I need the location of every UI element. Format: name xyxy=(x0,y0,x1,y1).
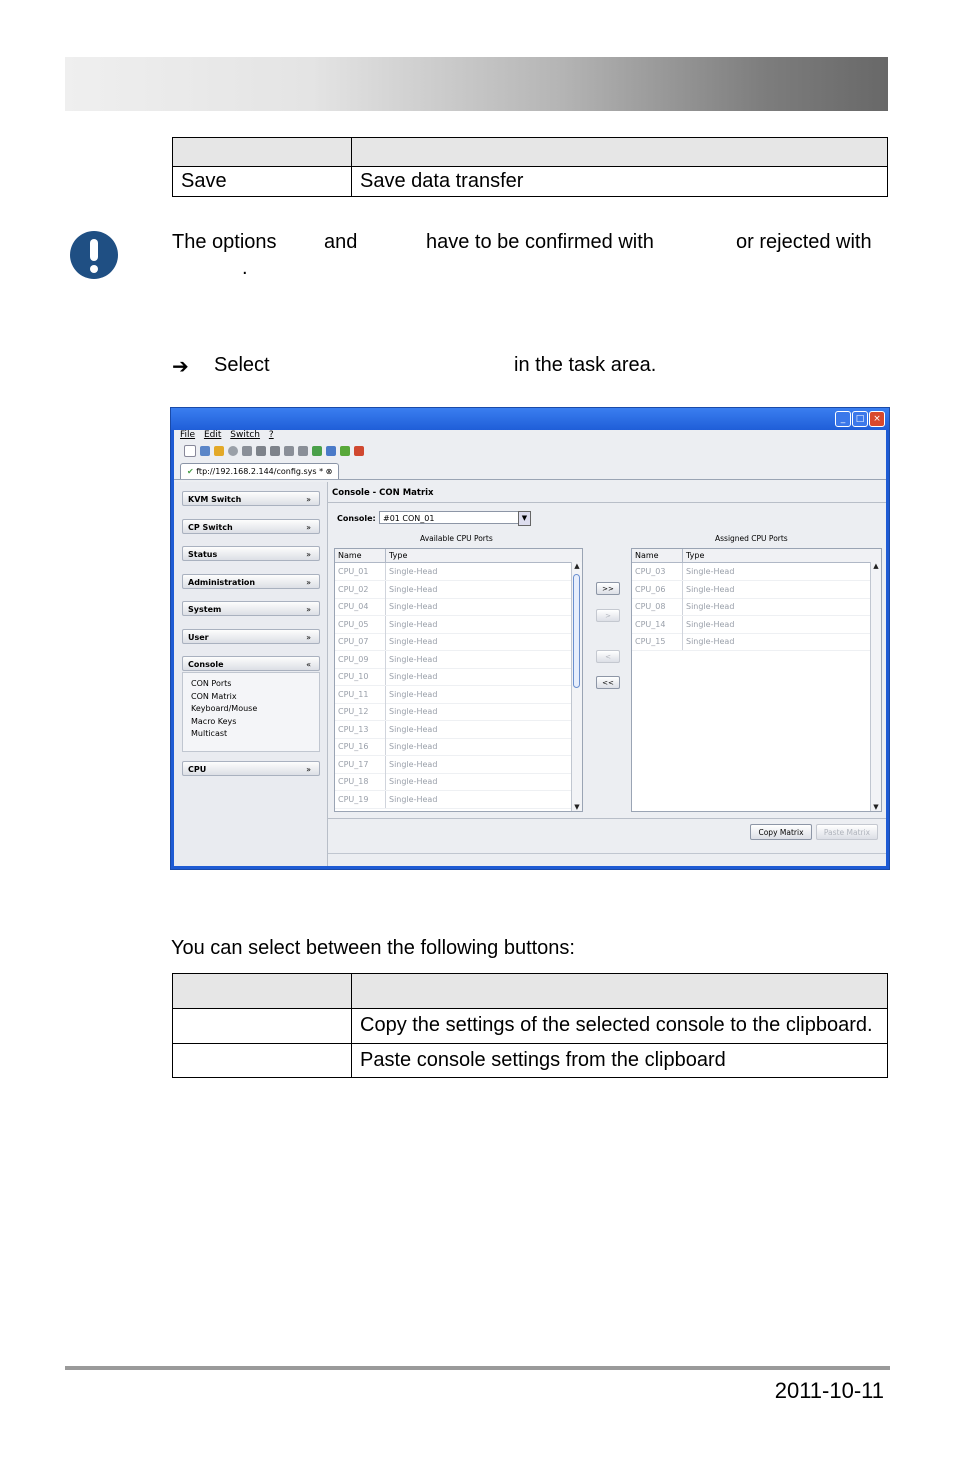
port-name: CPU_02 xyxy=(338,584,369,594)
menu-help[interactable]: ? xyxy=(268,430,274,440)
note-text: The options xyxy=(172,231,277,253)
list-item[interactable] xyxy=(335,703,571,721)
port-name: CPU_11 xyxy=(338,689,369,699)
port-name: CPU_04 xyxy=(338,602,369,611)
port-type: Single-Head xyxy=(682,598,734,615)
menu-file[interactable]: File xyxy=(180,430,196,440)
assigned-ports-list[interactable] xyxy=(631,548,882,812)
chevron-down-icon[interactable]: ▼ xyxy=(518,511,531,526)
scroll-up-icon[interactable]: ▲ xyxy=(873,562,879,570)
port-type: Single-Head xyxy=(385,598,437,615)
list-item[interactable] xyxy=(632,616,870,634)
submenu-item-multicast[interactable]: Multicast xyxy=(191,729,228,738)
description-cell: Copy the settings of the selected console to the clipboard. xyxy=(352,1009,888,1044)
console-submenu xyxy=(182,672,320,752)
submenu-item-con-matrix[interactable]: CON Matrix xyxy=(191,691,237,701)
table-row xyxy=(173,167,888,197)
console-label: Console: xyxy=(337,514,376,523)
footer-divider xyxy=(65,1366,890,1370)
table-header-cell xyxy=(352,138,888,167)
list-item[interactable] xyxy=(335,738,571,756)
sidebar-item-cp-switch[interactable]: CP Switch » xyxy=(182,519,320,534)
list-item[interactable] xyxy=(335,563,571,581)
port-name: CPU_14 xyxy=(635,619,666,629)
port-name: CPU_18 xyxy=(338,777,369,786)
port-name: CPU_10 xyxy=(338,672,369,681)
toolbar xyxy=(174,443,886,459)
open-folder-icon[interactable] xyxy=(214,446,224,456)
instruction-text: in the task area. xyxy=(514,354,657,376)
exclamation-icon xyxy=(70,231,118,279)
list-item[interactable] xyxy=(335,721,571,739)
table-header-cell xyxy=(173,974,352,1009)
note-text: and xyxy=(324,231,358,253)
menu-bar xyxy=(174,430,886,442)
port-type: Single-Head xyxy=(385,721,437,738)
description-cell: Save data transfer xyxy=(352,167,888,197)
add-selected-button[interactable]: > xyxy=(596,609,620,622)
list-item[interactable] xyxy=(335,616,571,634)
add-all-button[interactable]: >> xyxy=(596,582,620,595)
console-select[interactable]: #01 CON_01 ▼ xyxy=(379,511,531,524)
submenu-item-con-ports[interactable]: CON Ports xyxy=(191,679,232,688)
remove-selected-button[interactable]: < xyxy=(596,650,620,663)
instruction-text: Select xyxy=(214,354,270,376)
download-icon[interactable] xyxy=(312,446,322,456)
button-cell xyxy=(173,1044,352,1078)
sidebar-item-console[interactable]: Console « xyxy=(182,656,320,671)
window-titlebar xyxy=(171,408,889,430)
port-type: Single-Head xyxy=(682,633,734,650)
sidebar xyxy=(174,482,328,866)
list-item[interactable] xyxy=(335,598,571,616)
chevron-down-icon: » xyxy=(306,578,311,587)
assigned-ports-title: Assigned CPU Ports xyxy=(715,534,788,543)
port-type: Single-Head xyxy=(682,563,734,580)
port-name: CPU_07 xyxy=(338,637,369,646)
port-type: Single-Head xyxy=(682,616,734,633)
remove-all-button[interactable]: << xyxy=(596,676,620,689)
port-type: Single-Head xyxy=(385,756,437,773)
column-header-name[interactable]: Name xyxy=(635,551,659,560)
scroll-down-icon[interactable]: ▼ xyxy=(574,803,580,811)
port-name: CPU_13 xyxy=(338,724,369,734)
delete-icon[interactable] xyxy=(298,446,308,456)
port-type: Single-Head xyxy=(385,668,437,685)
arrow-right-icon: ➔ xyxy=(172,354,189,378)
table-row xyxy=(173,1009,888,1044)
submenu-item-macro-keys[interactable]: Macro Keys xyxy=(191,716,237,726)
main-panel xyxy=(328,482,886,866)
close-icon[interactable]: × xyxy=(869,411,885,427)
copy-icon[interactable] xyxy=(256,446,266,456)
vertical-scrollbar[interactable] xyxy=(571,562,582,811)
menu-switch[interactable]: Switch xyxy=(230,430,261,440)
tab-config[interactable] xyxy=(180,463,339,479)
column-header-type[interactable]: Type xyxy=(682,549,704,562)
maximize-icon[interactable]: □ xyxy=(852,411,868,427)
list-item[interactable] xyxy=(632,581,870,599)
vertical-scrollbar[interactable] xyxy=(870,562,881,811)
list-header xyxy=(632,549,881,563)
chevron-down-icon: » xyxy=(306,605,311,614)
port-type: Single-Head xyxy=(385,563,437,580)
sidebar-item-status[interactable]: Status » xyxy=(182,546,320,561)
scroll-down-icon[interactable]: ▼ xyxy=(873,803,879,811)
button-cell xyxy=(173,1009,352,1044)
port-type: Single-Head xyxy=(385,686,437,703)
new-file-icon[interactable] xyxy=(184,445,196,457)
upload-icon[interactable] xyxy=(326,446,336,456)
table-header-cell xyxy=(173,138,352,167)
sidebar-item-administration[interactable]: Administration » xyxy=(182,574,320,589)
scrollbar-thumb[interactable] xyxy=(573,574,580,688)
options-table xyxy=(172,137,888,197)
list-item[interactable] xyxy=(335,633,571,651)
port-name: CPU_15 xyxy=(635,637,666,646)
list-item[interactable] xyxy=(335,686,571,704)
chevron-up-icon: « xyxy=(306,660,311,669)
panel-title: Console - CON Matrix xyxy=(332,488,434,498)
list-item[interactable] xyxy=(632,633,870,651)
description-cell: Paste console settings from the clipboard xyxy=(352,1044,888,1078)
page-header-bar xyxy=(65,57,888,111)
note-text: have to be confirmed with xyxy=(426,231,654,253)
chevron-down-icon: » xyxy=(306,633,311,642)
list-item[interactable] xyxy=(335,791,571,809)
sidebar-item-system[interactable]: System » xyxy=(182,601,320,616)
save-icon[interactable] xyxy=(200,446,210,456)
port-type: Single-Head xyxy=(682,581,734,598)
submenu-item-keyboard-mouse[interactable]: Keyboard/Mouse xyxy=(191,704,258,713)
port-name: CPU_12 xyxy=(338,707,369,716)
option-cell: Save xyxy=(173,167,352,197)
list-item[interactable] xyxy=(335,668,571,686)
list-header xyxy=(335,549,582,563)
refresh-icon[interactable] xyxy=(228,446,238,456)
list-item[interactable] xyxy=(632,598,870,616)
paste-icon[interactable] xyxy=(270,446,280,456)
buttons-table xyxy=(172,973,888,1078)
close-tab-icon[interactable]: ⊗ xyxy=(325,467,333,476)
port-name: CPU_17 xyxy=(338,759,369,769)
buttons-intro: You can select between the following buttons: xyxy=(171,937,575,959)
available-ports-list[interactable] xyxy=(334,548,583,812)
minimize-icon[interactable]: _ xyxy=(835,411,851,427)
table-row xyxy=(173,1044,888,1078)
port-type: Single-Head xyxy=(385,581,437,598)
chevron-down-icon: » xyxy=(306,495,311,504)
port-name: CPU_09 xyxy=(338,654,369,664)
column-header-type[interactable]: Type xyxy=(385,549,407,562)
port-name: CPU_19 xyxy=(338,794,369,804)
table-header-cell xyxy=(352,974,888,1009)
port-type: Single-Head xyxy=(385,738,437,755)
chevron-down-icon: » xyxy=(306,765,311,774)
copy-matrix-button[interactable]: Copy Matrix xyxy=(750,824,812,840)
connect-icon[interactable] xyxy=(340,446,350,456)
list-item[interactable] xyxy=(335,651,571,669)
sidebar-item-cpu[interactable]: CPU » xyxy=(182,761,320,776)
note-text: . xyxy=(242,257,248,279)
list-item[interactable] xyxy=(632,563,870,581)
port-name: CPU_06 xyxy=(635,584,666,594)
port-name: CPU_01 xyxy=(338,567,369,576)
status-bar xyxy=(328,853,886,866)
chevron-down-icon: » xyxy=(306,550,311,559)
chevron-down-icon: » xyxy=(306,523,311,532)
window-client xyxy=(174,430,886,866)
scroll-up-icon[interactable]: ▲ xyxy=(574,562,580,570)
port-name: CPU_16 xyxy=(338,742,369,751)
port-name: CPU_03 xyxy=(635,567,666,576)
app-window xyxy=(170,407,890,870)
port-type: Single-Head xyxy=(385,791,437,808)
port-type: Single-Head xyxy=(385,633,437,650)
tab-bar xyxy=(174,461,886,480)
cut-icon[interactable] xyxy=(242,446,252,456)
tab-label: ftp://192.168.2.144/config.sys * xyxy=(196,467,324,476)
port-type: Single-Head xyxy=(385,616,437,633)
edit-icon[interactable] xyxy=(284,446,294,456)
disconnect-icon[interactable] xyxy=(354,446,364,456)
column-header-name[interactable]: Name xyxy=(338,551,362,560)
menu-edit[interactable]: Edit xyxy=(203,430,222,440)
port-type: Single-Head xyxy=(385,773,437,790)
available-ports-title: Available CPU Ports xyxy=(420,534,493,543)
sidebar-item-kvm-switch[interactable]: KVM Switch » xyxy=(182,491,320,506)
port-type: Single-Head xyxy=(385,703,437,720)
sidebar-item-user[interactable]: User » xyxy=(182,629,320,644)
list-item[interactable] xyxy=(335,773,571,791)
port-name: CPU_05 xyxy=(338,619,369,629)
connection-icon: ✔ xyxy=(187,467,194,476)
list-item[interactable] xyxy=(335,581,571,599)
port-name: CPU_08 xyxy=(635,602,666,611)
list-item[interactable] xyxy=(335,756,571,774)
note-text: or rejected with xyxy=(736,231,872,253)
port-type: Single-Head xyxy=(385,651,437,668)
footer-date: 2011-10-11 xyxy=(774,1378,884,1403)
paste-matrix-button[interactable]: Paste Matrix xyxy=(816,824,878,840)
